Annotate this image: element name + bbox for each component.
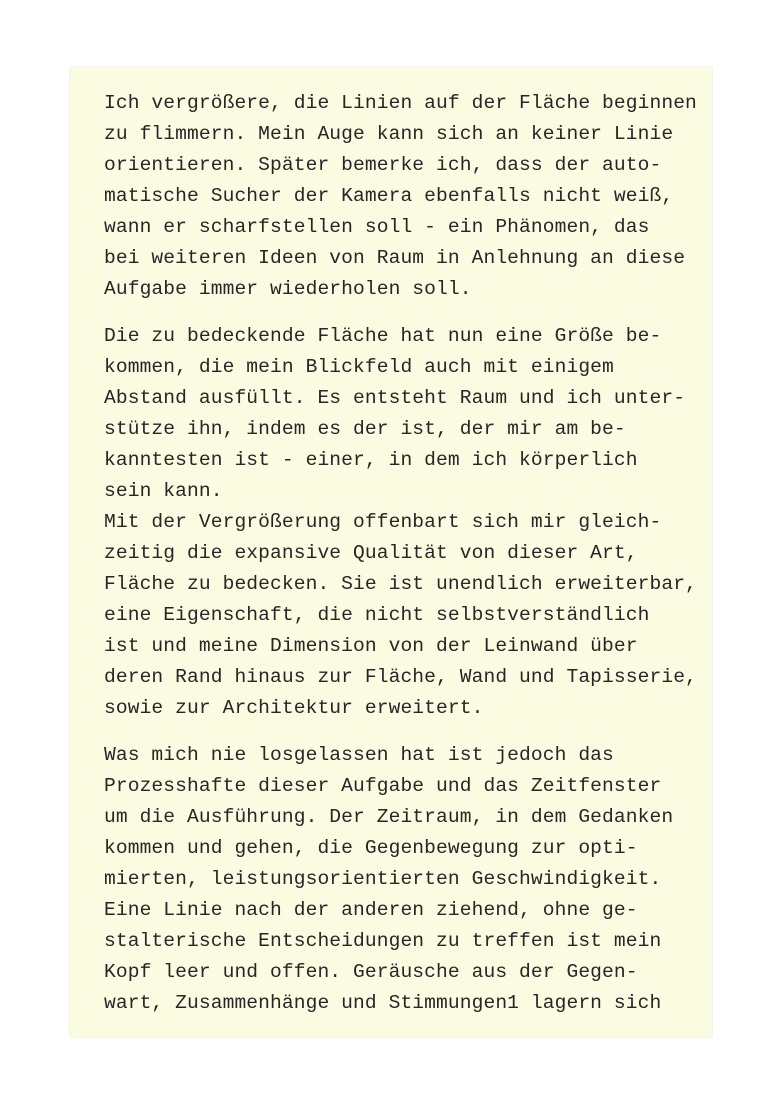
text-line: stalterische Entscheidungen zu treffen ist mein xyxy=(104,930,662,952)
text-line: mierten, leistungsorientierten Geschwindigkeit. xyxy=(104,868,662,890)
text-line: Die zu bedeckende Fläche hat nun eine Größe be- xyxy=(104,325,662,347)
text-line: bei weiteren Ideen von Raum in Anlehnung an diese xyxy=(104,247,686,269)
text-line: wart, Zusammenhänge und Stimmungen1 lagern sich xyxy=(104,992,662,1014)
text-line: Fläche zu bedecken. Sie ist unendlich erweiterbar, xyxy=(104,573,697,595)
paragraph-gap xyxy=(104,305,764,321)
text-line: deren Rand hinaus zur Fläche, Wand und Tapisserie, xyxy=(104,666,697,688)
text-line: zu flimmern. Mein Auge kann sich an keiner Linie xyxy=(104,123,674,145)
text-line: Mit der Vergrößerung offenbart sich mir gleich- xyxy=(104,511,662,533)
text-line: Prozesshafte dieser Aufgabe und das Zeitfenster xyxy=(104,775,662,797)
paragraph-gap xyxy=(104,724,764,740)
text-line: sein kann. xyxy=(104,480,223,502)
text-line: Kopf leer und offen. Geräusche aus der Gegen- xyxy=(104,961,638,983)
text-line: eine Eigenschaft, die nicht selbstverständlich xyxy=(104,604,650,626)
paragraph-3 xyxy=(104,740,764,1019)
text-line: kanntesten ist - einer, in dem ich körperlich xyxy=(104,449,638,471)
text-line: Ich vergrößere, die Linien auf der Fläche beginnen xyxy=(104,92,697,114)
text-line: kommen, die mein Blickfeld auch mit einigem xyxy=(104,356,614,378)
text-line: Abstand ausfüllt. Es entsteht Raum und ich unter- xyxy=(104,387,686,409)
text-line: um die Ausführung. Der Zeitraum, in dem Gedanken xyxy=(104,806,674,828)
paragraph-1 xyxy=(104,88,764,305)
text-line: stütze ihn, indem es der ist, der mir am be- xyxy=(104,418,626,440)
text-line: zeitig die expansive Qualität von dieser Art, xyxy=(104,542,638,564)
text-line: Eine Linie nach der anderen ziehend, ohne ge- xyxy=(104,899,638,921)
text-line: kommen und gehen, die Gegenbewegung zur opti- xyxy=(104,837,638,859)
text-line: matische Sucher der Kamera ebenfalls nicht weiß, xyxy=(104,185,674,207)
text-line: Was mich nie losgelassen hat ist jedoch das xyxy=(104,744,614,766)
text-line: ist und meine Dimension von der Leinwand über xyxy=(104,635,638,657)
text-line: Aufgabe immer wiederholen soll. xyxy=(104,278,472,300)
paragraph-2 xyxy=(104,321,764,724)
text-line: sowie zur Architektur erweitert. xyxy=(104,697,484,719)
text-line: wann er scharfstellen soll - ein Phänomen, das xyxy=(104,216,650,238)
typewritten-text xyxy=(104,88,764,1019)
text-line: orientieren. Später bemerke ich, dass der auto- xyxy=(104,154,662,176)
